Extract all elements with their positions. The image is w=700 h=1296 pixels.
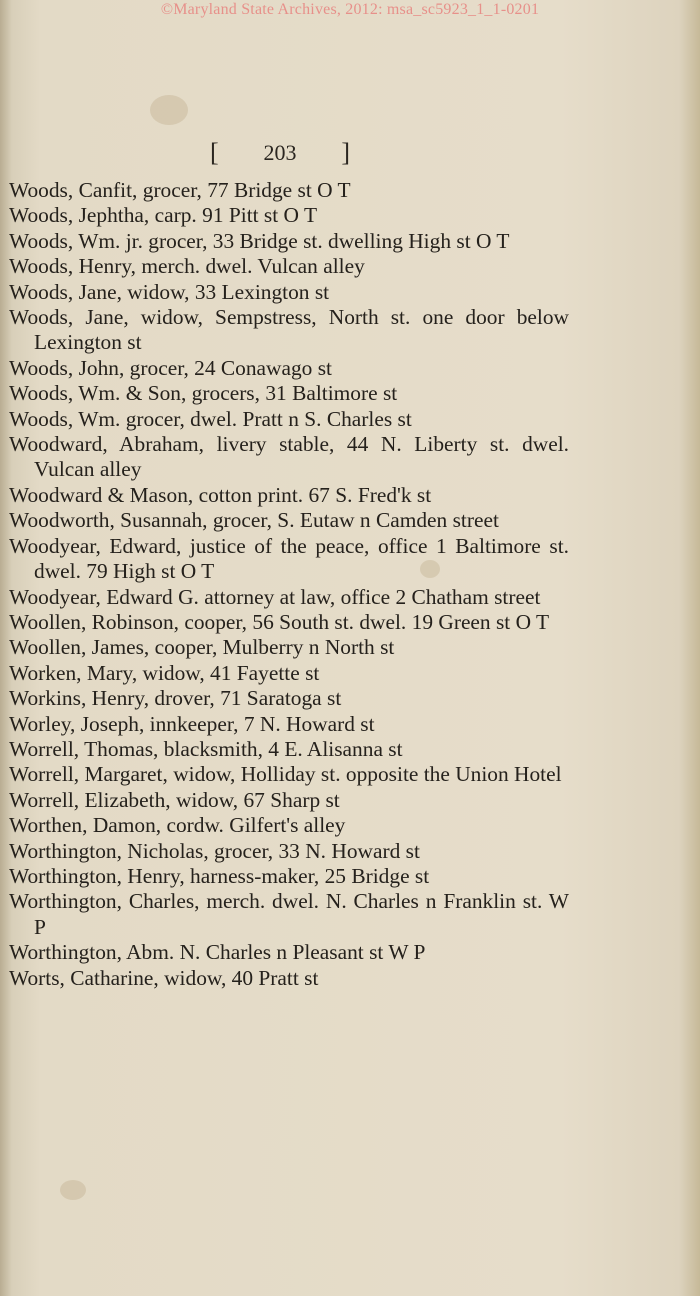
directory-entry: Woodward, Abraham, livery stable, 44 N. Liberty st. dwel. Vulcan alley (9, 432, 569, 482)
directory-entry: Woods, Jephtha, carp. 91 Pitt st O T (9, 203, 318, 228)
page-number: 203 (263, 140, 297, 165)
directory-entry: Worley, Joseph, innkeeper, 7 N. Howard st (9, 711, 375, 736)
directory-entry: Woollen, James, cooper, Mulberry n North st (9, 635, 395, 660)
left-bracket: [ (210, 138, 219, 167)
directory-entry: Woods, Wm. & Son, grocers, 31 Baltimore st (9, 381, 398, 406)
directory-entry: Worthington, Nicholas, grocer, 33 N. Howard st (9, 838, 420, 863)
directory-entry: Worken, Mary, widow, 41 Fayette st (9, 660, 320, 685)
directory-entry: Worrell, Elizabeth, widow, 67 Sharp st (9, 787, 340, 812)
foxing-stain (60, 1180, 86, 1200)
foxing-stain (150, 95, 188, 125)
directory-entry: Worrell, Margaret, widow, Holliday st. opposite the Union Hotel (9, 762, 562, 787)
directory-entry: Woods, Henry, merch. dwel. Vulcan alley (9, 254, 365, 279)
directory-entry: Worthington, Charles, merch. dwel. N. Charles n Franklin st. W P (9, 889, 569, 939)
directory-entry: Worthington, Henry, harness-maker, 25 Bridge st (9, 863, 430, 888)
directory-entry: Worthen, Damon, cordw. Gilfert's alley (9, 813, 346, 838)
directory-entry: Worrell, Thomas, blacksmith, 4 E. Alisanna st (9, 736, 403, 761)
directory-entry: Woodyear, Edward, justice of the peace, office 1 Baltimore st. dwel. 79 High st O T (9, 533, 569, 584)
archive-watermark: ©Maryland State Archives, 2012: msa_sc5923_1_1-0201 (160, 1, 540, 18)
page-number-header (210, 138, 350, 168)
directory-entry: Worthington, Abm. N. Charles n Pleasant st W P (9, 940, 426, 965)
directory-entry: Woods, Wm. grocer, dwel. Pratt n S. Charles st (9, 406, 412, 431)
directory-entry: Woollen, Robinson, cooper, 56 South st. dwel. 19 Green st O T (9, 609, 550, 634)
directory-entry: Workins, Henry, drover, 71 Saratoga st (9, 686, 342, 711)
directory-entry: Woodyear, Edward G. attorney at law, office 2 Chatham street (9, 584, 541, 609)
directory-entry: Worts, Catharine, widow, 40 Pratt st (9, 965, 319, 990)
directory-entry: Woods, John, grocer, 24 Conawago st (9, 355, 332, 380)
directory-entries (9, 178, 569, 991)
directory-entry: Woods, Jane, widow, 33 Lexington st (9, 279, 330, 304)
directory-entry: Woodward & Mason, cotton print. 67 S. Fred'k st (9, 482, 432, 507)
right-bracket: ] (341, 138, 350, 167)
directory-entry: Woods, Jane, widow, Sempstress, North st. one door below Lexington st (9, 305, 569, 355)
directory-entry: Woodworth, Susannah, grocer, S. Eutaw n Camden street (9, 508, 499, 533)
directory-entry: Woods, Wm. jr. grocer, 33 Bridge st. dwelling High st O T (9, 228, 510, 253)
directory-entry: Woods, Canfit, grocer, 77 Bridge st O T (9, 178, 351, 202)
